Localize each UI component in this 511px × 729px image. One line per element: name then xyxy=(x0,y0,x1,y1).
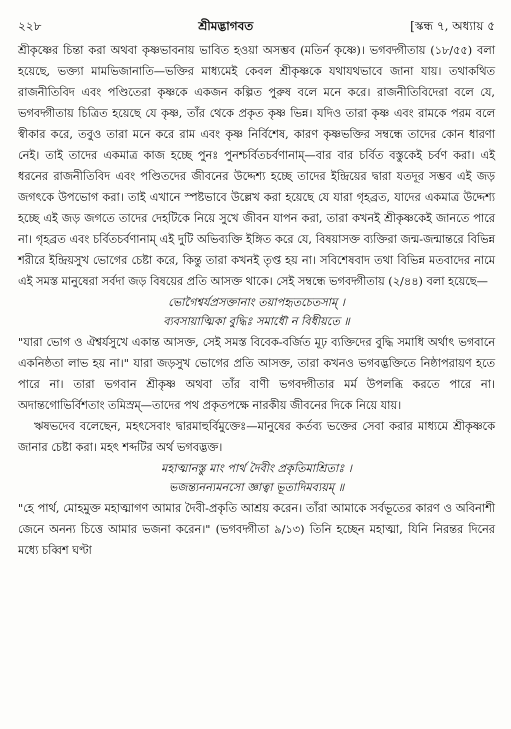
book-title: শ্রীমদ্ভাগবত xyxy=(198,19,254,33)
verse-line: মহাত্মানস্তু মাং পার্থ দৈবীং প্রকৃতিমাশ্রিতাঃ । xyxy=(161,462,352,475)
paragraph xyxy=(18,40,495,292)
verse-line: ভজন্ত্যনন্যমনসো জ্ঞাত্বা ভূতাদিমব্যয়ম্ ॥ xyxy=(168,481,345,494)
verse-line: ব্যবসায়াত্মিকা বুদ্ধিঃ সমাধৌ ন বিধীয়তে ॥ xyxy=(163,315,350,328)
sanskrit-verse xyxy=(18,459,495,497)
paragraph-text: ঋষভদেব বলেছেন, মহৎসেবাং দ্বারমাহুর্বিমুক্তেঃ—মানুষের কর্তব্য ভক্তের সেবা করার মাধ্যমে শ্রীকৃষ্ণকে জানার চেষ্টা করা। মহৎ শব্দটির অর্থ ভগবদ্ভক্ত। xyxy=(18,420,495,454)
sanskrit-verse xyxy=(18,293,495,331)
page-header xyxy=(18,18,495,40)
paragraph xyxy=(18,498,495,561)
verse-line: ভোগৈশ্বর্যপ্রসক্তানাং তয়াপহৃতচেতসাম্ । xyxy=(168,296,345,309)
section-label: [স্কন্ধ ৭, অধ্যায় ৫ xyxy=(410,19,495,33)
paragraph xyxy=(18,416,495,458)
page-body xyxy=(18,40,495,561)
paragraph xyxy=(18,332,495,416)
paragraph-text: "হে পার্থ, মোহমুক্ত মহাত্মাগণ আমার দৈবী-প্রকৃতি আশ্রয় করেন। তাঁরা আমাকে সর্বভূতের কারণ ও অবিনাশী জেনে অনন্য চিত্তে আমার ভজনা করেন।" (ভগবদ্গীতা ৯/১৩) তিনি হচ্ছেন মহাত্মা, যিনি নিরন্তর দিনের মধ্যে চব্বিশ ঘণ্টা xyxy=(18,502,495,557)
paragraph-text: শ্রীকৃষ্ণের চিন্তা করা অথবা কৃষ্ণভাবনায় ভাবিত হওয়া অসম্ভব (মতির্ন কৃষ্ণে)। ভগবদ্গীতায় (১৮/৫৫) বলা হয়েছে, ভক্ত্যা মামভিজানাতি—ভক্তির মাধ্যমেই কেবল শ্রীকৃষ্ণকে যথাযথভাবে জানা যায়। তথাকথিত রাজনীতিবিদ এবং পণ্ডিতেরা কৃষ্ণকে একজন কল্পিত পুরুষ বলে মনে করে। রাজনীতিবিদেরা বলে যে, ভগবদ্গীতায় চিত্রিত হয়েছে যে কৃষ্ণ, তাঁর থেকে প্রকৃত কৃষ্ণ ভিন্ন। যদিও তারা কৃষ্ণ এবং রামকে পরম বলে স্বীকার করে, তবুও তারা মনে করে রাম এবং কৃষ্ণ নির্বিশেষ, কারণ কৃষ্ণভক্তির সম্বন্ধে তাদের কোন ধারণা নেই। তাই তাদের একমাত্র কাজ হচ্ছে পুনঃ পুনশ্চর্বিতচর্বণানাম্—বার বার চর্বিত বস্তুকেই চর্বণ করা। এই ধরনের রাজনীতিবিদ এবং পণ্ডিতদের জীবনের উদ্দেশ্য হচ্ছে তাদের ইন্দ্রিয়ের দ্বারা যতদূর সম্ভব এই জড় জগৎকে উপভোগ করা। তাই এখানে স্পষ্টভাবে উল্লেখ করা হয়েছে যে যারা গৃহব্রত, যাদের একমাত্র উদ্দেশ্য হচ্ছে এই জড় জগতে তাদের দেহটিকে নিয়ে সুখে জীবন যাপন করা, তারা কখনই শ্রীকৃষ্ণকেই জানতে পারে না। গৃহব্রত এবং চর্বিতচর্বণানাম্ এই দুটি অভিব্যক্তি ইঙ্গিত করে যে, বিষয়াসক্ত ব্যক্তিরা জন্ম-জন্মান্তরে বিভিন্ন শরীরে ইন্দ্রিয়সুখ ভোগের চেষ্টা করে, কিন্তু তারা কখনই তৃপ্ত হয় না। সবিশেষবাদ তথা বিভিন্ন মতবাদের নামে এই সমস্ত মানুষেরা সর্বদা জড় বিষয়ের প্রতি আসক্ত থাকে। সেই সম্বন্ধে ভগবদ্গীতায় (২/৪৪) বলা হয়েছে— xyxy=(18,44,495,288)
page-number: ২২৮ xyxy=(18,19,42,33)
paragraph-text: "যারা ভোগ ও ঐশ্বর্যসুখে একান্ত আসক্ত, সেই সমস্ত বিবেক-বর্জিত মূঢ় ব্যক্তিদের বুদ্ধি সমাধি অর্থাৎ ভগবানে একনিষ্ঠতা লাভ হয় না।" যারা জড়সুখ ভোগের প্রতি আসক্ত, তারা কখনও ভগবদ্ভক্তিতে নিষ্ঠাপরায়ণ হতে পারে না। তারা ভগবান শ্রীকৃষ্ণ অথবা তাঁর বাণী ভগবদ্গীতার মর্ম উপলব্ধি করতে পারে না। অদান্তগোভির্বিশতাং তমিস্রম্—তাদের পথ প্রকৃতপক্ষে নারকীয় জীবনের দিকে নিয়ে যায়। xyxy=(18,336,495,412)
